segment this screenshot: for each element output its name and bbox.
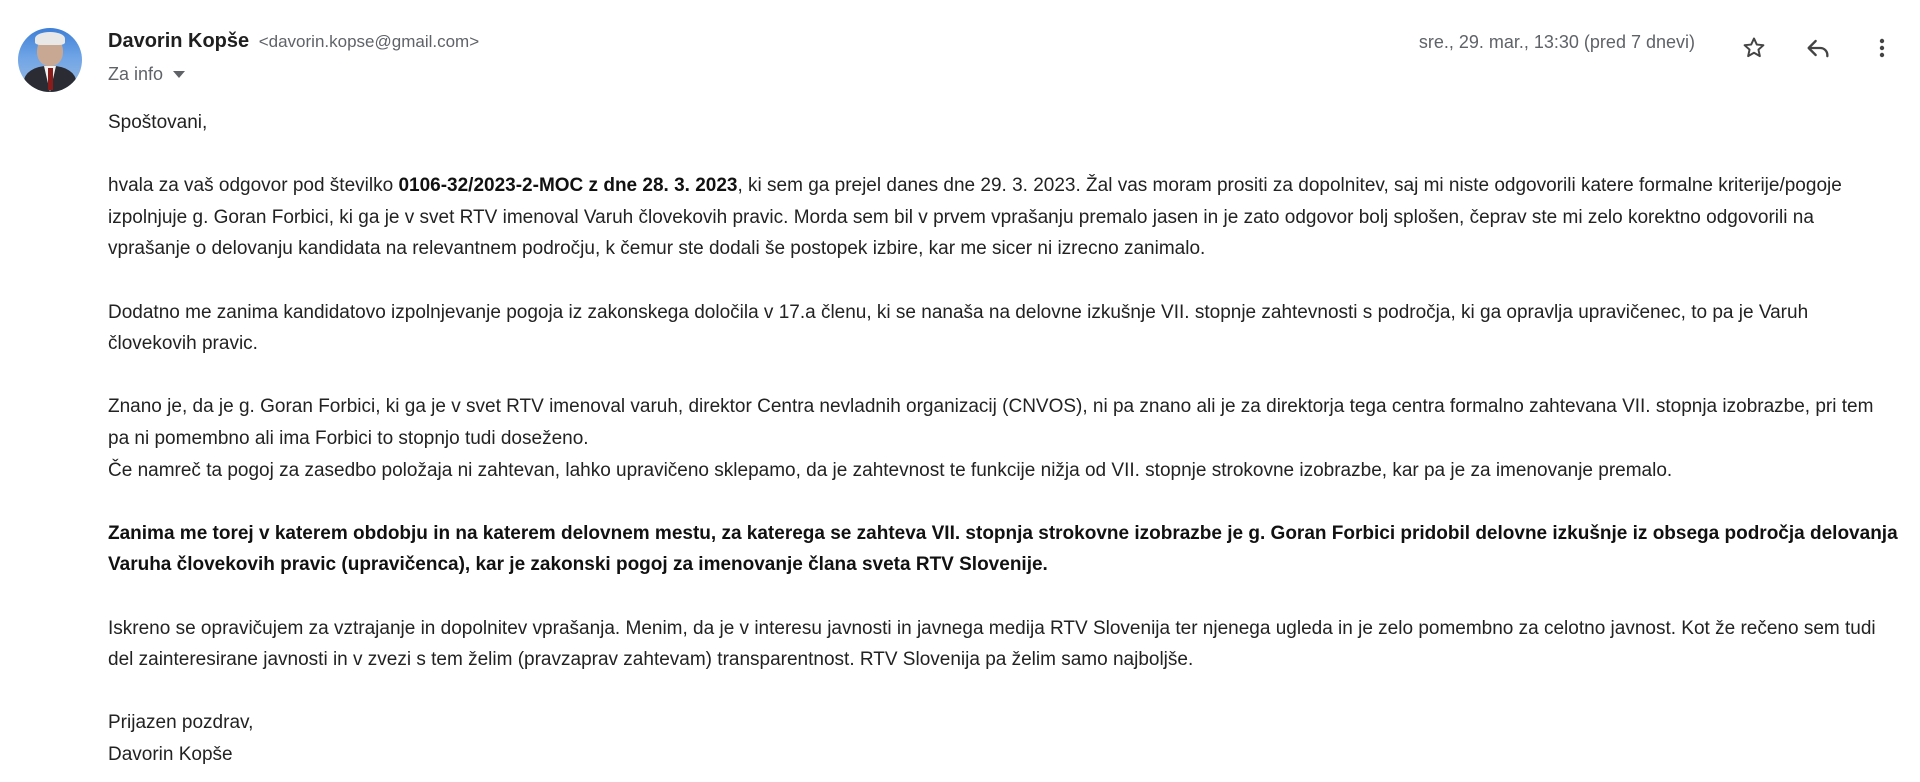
paragraph-3a: Znano je, da je g. Goran Forbici, ki ga je v svet RTV imenoval varuh, direktor Centra nevladnih organizacij (CNVOS), ni pa znano ali je za direktorja tega centra formalno zahtevana VII. stopnja izobrazbe, pri tem pa ni pomembno ali ima Forbici to stopnjo tudi doseženo. — [108, 396, 1874, 449]
avatar[interactable] — [18, 28, 82, 92]
reply-button[interactable] — [1798, 28, 1838, 68]
message-date: sre., 29. mar., 13:30 (pred 7 dnevi) — [1418, 32, 1695, 52]
sender-name[interactable]: Davorin Kopše — [108, 30, 250, 52]
chevron-down-icon — [173, 71, 185, 78]
closing: Prijazen pozdrav, — [108, 712, 254, 734]
paragraph-1-text-b: , ki sem ga prejel danes dne 29. 3. 2023. Žal vas moram prositi za dopolnitev, saj mi niste odgovorili katere formalne kriterije/pogoje izpolnjuje g. Goran Forbici, ki ga je v svet RTV imenoval Varuh človekovih pravic. Morda sem bil v prvem vprašanju premalo jasen in je zato odgovor bolj splošen, čeprav ste mi zelo korektno odgovorili na vprašanje o delovanju kandidata na relevantnem področju, k čemur ste dodali še postopek izbire, kar me sicer ni izrecno zanimalo. — [108, 175, 1842, 260]
greeting: Spoštovani, — [108, 112, 208, 133]
message-actions — [1734, 28, 1902, 68]
reference-number: 0106-32/2023-2-MOC z dne 28. 3. 2023 — [398, 175, 738, 197]
signature: Davorin Kopše — [108, 743, 233, 765]
paragraph-1-text-a: hvala za vaš odgovor pod številko — [108, 175, 399, 197]
sender-line — [108, 30, 479, 53]
avatar-tie — [48, 68, 53, 90]
star-button[interactable] — [1734, 28, 1774, 68]
paragraph-1 — [108, 170, 1898, 265]
more-options-button[interactable] — [1862, 28, 1902, 68]
paragraph-2: Dodatno me zanima kandidatovo izpolnjevanje pogoja iz zakonskega določila v 17.a členu, ki se nanaša na delovne izkušnje VII. stopnje zahtevnosti s področja, ki ga opravlja upravičenec, to pa je Varuh človekovih pravic. — [108, 301, 1809, 355]
reply-icon — [1804, 34, 1832, 62]
paragraph-4-bold — [108, 518, 1898, 581]
message-body — [108, 107, 1898, 770]
paragraph-5: Iskreno se opravičujem za vztrajanje in dopolnitev vprašanja. Menim, da je v interesu javnosti in javnega medija RTV Slovenija ter njenega ugleda in je zelo pomembno za celotno javnost. Kot že rečeno sem tudi del zainteresirane javnosti in v zvezi s tem želim (pravzaprav zahtevam) transparentnost. RTV Slovenija pa želim samo najboljše. — [108, 617, 1876, 671]
recipient-label: Za info — [108, 64, 164, 84]
avatar-hair — [35, 32, 65, 45]
star-icon — [1741, 35, 1767, 61]
more-vert-icon — [1870, 36, 1894, 60]
sender-email: <davorin.kopse@gmail.com> — [258, 32, 480, 51]
recipient-details-toggle[interactable] — [108, 64, 185, 85]
paragraph-3b: Če namreč ta pogoj za zasedbo položaja ni zahtevan, lahko upravičeno sklepamo, da je zahtevnost te funkcije nižja od VII. stopnje strokovne izobrazbe, kar pa je za imenovanje premalo. — [108, 459, 1673, 481]
paragraph-4-text: Zanima me torej v katerem obdobju in na katerem delovnem mestu, za katerega se zahteva VII. stopnja strokovne izobrazbe je g. Goran Forbici pridobil delovne izkušnje iz obsega področja delovanja Varuha človekovih pravic (upravičenca), kar je zakonski pogoj za imenovanje člana sveta RTV Slovenije. — [108, 522, 1898, 576]
